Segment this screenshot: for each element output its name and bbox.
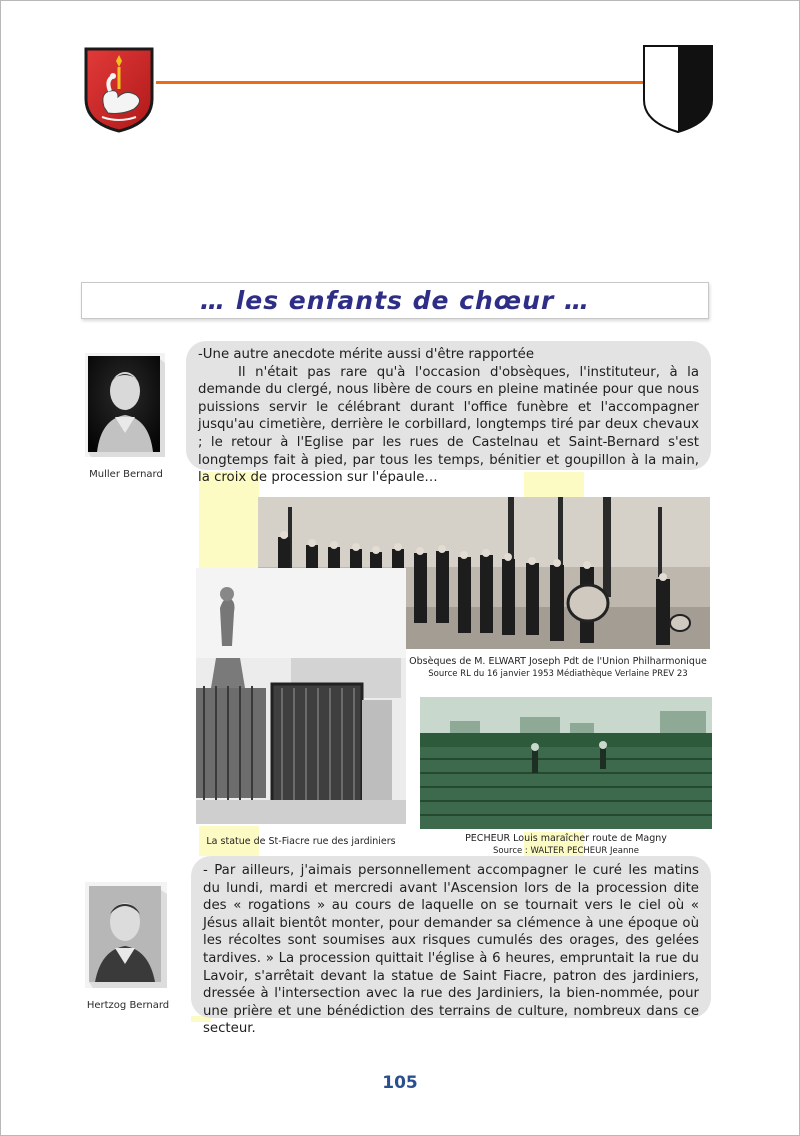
text-bubble [186, 341, 711, 486]
black-white-shield-crest-icon [642, 42, 714, 134]
section-title-box [81, 282, 709, 319]
portrait-caption: Hertzog Bernard [86, 1000, 170, 1011]
statue-st-fiacre-photo [196, 568, 406, 824]
page-number: 105 [382, 1073, 418, 1093]
header-rule [156, 81, 644, 84]
highlight-strip-left [199, 472, 259, 582]
funeral-source-text: Source RL du 16 janvier 1953 Médiathèque Verlaine PREV 23 [428, 669, 688, 679]
red-shield-swan-crest-icon [82, 45, 156, 133]
market-garden-field-photo [420, 697, 712, 829]
body-text: Il n'était pas rare qu'à l'occasion d'obsèques, l'instituteur, à la demande du clergé, nous libère de cours en pleine matinée pour que nous puissions servir le célébrant durant l'office funèbre et l'accompagner jusqu'au cimetière, derrière le corbillard, longtemps tiré par deux chevaux ; le retour à l'Eglise par les rues de Castelnau et Saint-Bernard s'est longtemps fait à pied, par tous les temps, bénitier et goupillon à la main, la croix de procession sur l'épaule… [198, 364, 699, 486]
field-photo-caption [420, 833, 712, 857]
lead-text: -Une autre anecdote mérite aussi d'être rapportée [198, 347, 535, 362]
text-bubble [191, 856, 711, 1037]
funeral-caption-text: Obsèques de M. ELWART Joseph Pdt de l'Union Philharmonique [409, 656, 707, 667]
portrait-caption: Muller Bernard [89, 469, 163, 480]
portrait-photo [85, 882, 167, 988]
field-caption-text: PECHEUR Louis maraîcher route de Magny [465, 833, 667, 844]
portrait-photo [85, 353, 165, 457]
section-title: … les enfants de chœur … [199, 286, 590, 315]
field-source-text: Source : WALTER PECHEUR Jeanne [493, 846, 639, 856]
funeral-photo-caption [404, 656, 712, 680]
body-text: - Par ailleurs, j'aimais personnellement accompagner le curé les matins du lundi, mardi et mercredi avant l'Ascension lors de la procession dite des « rogations » au cours de laquelle on se tournait vers le ciel où « Jésus allait bientôt monter, pour demander sa clémence à une époque où les récoltes sont soumises aux risques cumulés des orages, des gelées tardives. » La procession quittait l'église à 6 heures, empruntait la rue du Lavoir, s'arrêtait devant la statue de Saint Fiacre, patron des jardiniers, dressée à l'intersection avec la rue des Jardiniers, la bien-nommée, pour une prière et une bénédiction des terrains de culture, nombreux dans ce secteur. [203, 863, 699, 1037]
statue-photo-caption: La statue de St-Fiacre rue des jardiniers [206, 836, 396, 847]
